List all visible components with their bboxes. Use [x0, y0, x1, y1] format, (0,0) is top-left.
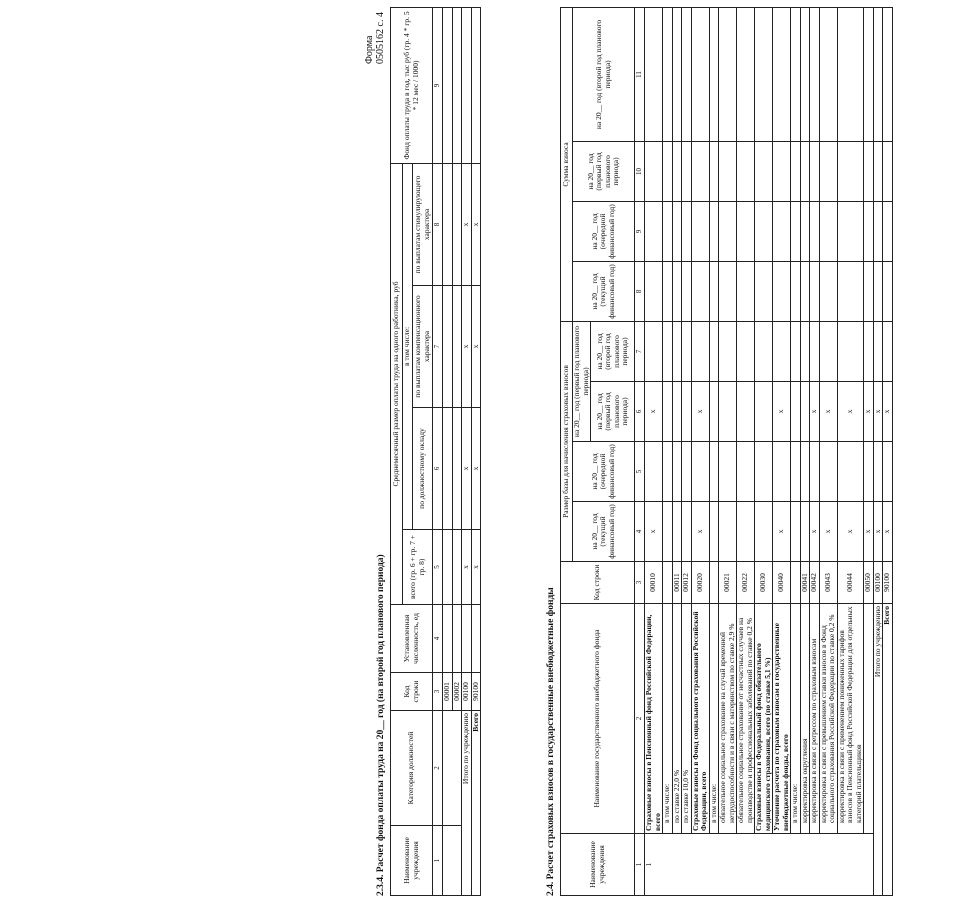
fund-row-code: 00030	[755, 562, 773, 604]
fund-cell	[791, 502, 801, 562]
t2-colnum: 6	[635, 382, 645, 442]
fund-cell	[864, 142, 874, 202]
table-row	[810, 7, 820, 895]
t2-header-limit-first: на 20__ год (первый год планового периода)	[591, 382, 635, 442]
table-row	[663, 7, 673, 895]
fund-row-code	[663, 562, 673, 604]
t2-colnum: 1	[635, 834, 645, 896]
insurance-contributions-table	[560, 7, 893, 896]
t1-colnum: 9	[433, 7, 443, 163]
fund-cell	[719, 142, 737, 202]
fund-row-label: по ставке 22,0 %	[672, 604, 682, 834]
fund-cell	[645, 262, 663, 322]
x-mark: x	[873, 502, 883, 562]
fund-row-label: в том числе:	[663, 604, 673, 834]
t1-colnum: 8	[433, 163, 443, 285]
fund-row-label: по ставке 10,0 %	[682, 604, 692, 834]
t1-subtotal-label: Итого по учреждению	[462, 711, 472, 896]
t1-header-comp: по выплатам компенсационного характера	[413, 286, 433, 408]
rotated-form-page	[360, 2, 968, 902]
fund-cell	[691, 202, 709, 262]
t1-cell	[471, 605, 481, 673]
t1-cell	[443, 530, 453, 605]
fund-row-label: Уточнение расчета по страховым взносам в государственные внебюджетные фонды, всего	[773, 604, 791, 834]
x-mark: x	[873, 382, 883, 442]
fund-cell	[883, 322, 893, 382]
fund-cell	[672, 382, 682, 442]
fund-cell	[819, 262, 837, 322]
fund-row-label: обязательное социальное страхование от несчастных случаев на производстве и профессиональных заболеваний по ставке 0,2 %	[737, 604, 755, 834]
t2-header-year-current: на 20__ год (текущий финансовый год)	[573, 502, 635, 562]
t1-cell	[443, 7, 453, 163]
table-row	[672, 7, 682, 895]
table-row	[691, 7, 709, 895]
fund-cell	[682, 382, 692, 442]
t2-header-line-code: Код строки	[561, 562, 635, 604]
fund-cell	[837, 142, 864, 202]
fund-cell	[873, 142, 883, 202]
fund-cell	[691, 442, 709, 502]
fund-cell	[672, 502, 682, 562]
fund-cell	[709, 142, 719, 202]
table-row	[873, 7, 883, 895]
fund-cell	[737, 322, 755, 382]
fund-cell	[837, 322, 864, 382]
fund-cell	[663, 202, 673, 262]
fund-row-label: Страховые взносы в Пенсионный фонд Российской Федерации, всего	[645, 604, 663, 834]
t2-colnum: 4	[635, 502, 645, 562]
fund-cell	[800, 322, 810, 382]
fund-row-code: 00050	[864, 562, 874, 604]
fund-cell	[672, 262, 682, 322]
t1-header-stim: по выплатам стимулирующего характера	[413, 163, 433, 285]
t1-colnum: 5	[433, 530, 443, 605]
fund-cell	[719, 7, 737, 141]
fund-cell	[755, 142, 773, 202]
fund-cell	[810, 7, 820, 141]
t1-colnum: 1	[433, 826, 443, 896]
fund-row-label	[864, 604, 874, 834]
fund-cell	[709, 322, 719, 382]
x-mark: x	[645, 382, 663, 442]
t1-colnum: 3	[433, 673, 443, 711]
fund-cell	[709, 502, 719, 562]
fund-row-label: корректировка в связи с применением пониженных тарифов взносов в Пенсионный фонд Российской Федерации для отдельных категорий плательщиков	[837, 604, 864, 834]
t1-header-fund: Фонд оплаты труда в год, тыс руб (гр. 4 * гр. 5 * 12 мес / 1000)	[391, 7, 433, 163]
fund-cell	[682, 442, 692, 502]
fund-cell	[873, 7, 883, 141]
t1-cell	[462, 605, 472, 673]
fund-row-code: 00042	[810, 562, 820, 604]
fund-cell	[864, 322, 874, 382]
t2-header-fund-name: Наименование государственного внебюджетного фонда	[561, 604, 635, 834]
fund-cell	[883, 7, 893, 141]
fund-cell	[837, 202, 864, 262]
table-row	[864, 7, 874, 895]
fund-row-code	[709, 562, 719, 604]
x-mark: x	[883, 502, 893, 562]
fund-row-label: в том числе:	[791, 604, 801, 834]
fund-row-code: 00021	[719, 562, 737, 604]
t1-cell	[443, 826, 462, 896]
t2-header-base: Размер базы для начисления страховых взносов	[561, 322, 573, 562]
fund-row-code	[791, 562, 801, 604]
fund-cell	[691, 262, 709, 322]
t1-x-mark: x	[462, 530, 472, 605]
fund-cell	[719, 202, 737, 262]
fund-cell	[773, 142, 791, 202]
x-mark: x	[773, 382, 791, 442]
fund-cell	[773, 262, 791, 322]
t2-header-limit: на 20__ год (первый год планового периода)	[573, 322, 591, 442]
t2-header-sum-current: на 20__ год (текущий финансовый год)	[573, 262, 635, 322]
t1-x-mark: x	[471, 286, 481, 408]
t1-total-label: Всего	[471, 711, 481, 896]
fund-cell	[883, 262, 893, 322]
t1-header-salary: по должностному окладу	[413, 408, 433, 530]
fund-cell	[663, 142, 673, 202]
fund-cell	[810, 442, 820, 502]
fund-cell	[791, 322, 801, 382]
fund-cell	[672, 7, 682, 141]
t2-colnum: 9	[635, 202, 645, 262]
fund-cell	[682, 322, 692, 382]
fund-cell	[645, 142, 663, 202]
t2-header-sum-first: на 20__ год (первый год планового периода)	[573, 142, 635, 202]
table-row	[682, 7, 692, 895]
t1-cell	[462, 7, 472, 163]
fund-cell	[755, 442, 773, 502]
t2-header-sum-second: на 20__ год (второй год планового периода)	[573, 7, 635, 141]
fund-cell	[691, 142, 709, 202]
fund-cell	[645, 442, 663, 502]
fund-row-code: 00022	[737, 562, 755, 604]
table-row	[883, 7, 893, 895]
t2-header-institution: Наименование учреждения	[561, 834, 635, 896]
fund-cell	[773, 442, 791, 502]
fund-row-label: корректировка в связи с превышением ставки взносов в Фонд социального страхования Российской Федерации по ставке 0,2 %	[819, 604, 837, 834]
x-mark: x	[773, 502, 791, 562]
t1-colnum: 7	[433, 286, 443, 408]
fund-cell	[663, 502, 673, 562]
fund-cell	[719, 442, 737, 502]
fund-cell	[663, 382, 673, 442]
fund-cell	[709, 262, 719, 322]
fund-cell	[864, 202, 874, 262]
t2-colnum: 2	[635, 604, 645, 834]
fund-cell	[864, 262, 874, 322]
x-mark: x	[810, 502, 820, 562]
form-code: Форма 0505162 с. 4	[364, 12, 386, 64]
fund-cell	[645, 322, 663, 382]
t1-colnum: 6	[433, 408, 443, 530]
fund-cell	[719, 382, 737, 442]
fund-cell	[663, 262, 673, 322]
fund-cell	[737, 142, 755, 202]
fund-cell	[737, 7, 755, 141]
fund-cell	[873, 442, 883, 502]
t1-line-code: 00002	[452, 673, 462, 711]
fund-cell	[800, 262, 810, 322]
fund-cell	[810, 262, 820, 322]
t1-cell	[452, 7, 462, 163]
fund-row-code: 00044	[837, 562, 864, 604]
fund-cell	[737, 382, 755, 442]
fund-cell	[773, 7, 791, 141]
t1-cell	[443, 605, 453, 673]
t1-line-code: 90100	[471, 673, 481, 711]
table-row	[791, 7, 801, 895]
fund-cell	[791, 382, 801, 442]
fund-cell	[672, 202, 682, 262]
fund-cell	[800, 142, 810, 202]
wage-fund-table	[390, 7, 481, 896]
fund-cell	[645, 202, 663, 262]
fund-cell	[719, 262, 737, 322]
fund-cell	[672, 322, 682, 382]
section-2-4-title: 2.4. Расчет страховых взносов в государственные внебюджетные фонды	[546, 587, 556, 896]
fund-cell	[791, 202, 801, 262]
fund-row-label: Итого по учреждению	[873, 604, 883, 896]
fund-cell	[883, 442, 893, 502]
fund-row-code: 00020	[691, 562, 709, 604]
t1-x-mark: x	[462, 286, 472, 408]
fund-cell	[883, 202, 893, 262]
fund-row-label: Страховые взносы в Фонд социального страхования Российской Федерации, всего	[691, 604, 709, 834]
fund-cell	[709, 382, 719, 442]
t1-line-code: 00001	[443, 673, 453, 711]
fund-cell	[800, 442, 810, 502]
fund-cell	[737, 442, 755, 502]
t1-cell	[452, 605, 462, 673]
x-mark: x	[645, 502, 663, 562]
fund-cell	[864, 442, 874, 502]
fund-cell	[691, 322, 709, 382]
fund-cell	[800, 7, 810, 141]
fund-cell	[810, 322, 820, 382]
fund-cell	[737, 202, 755, 262]
t2-colnum: 7	[635, 322, 645, 382]
fund-row-code: 00010	[645, 562, 663, 604]
x-mark: x	[864, 382, 874, 442]
fund-row-code: 90100	[883, 562, 893, 604]
fund-cell	[819, 142, 837, 202]
fund-cell	[691, 7, 709, 141]
x-mark: x	[691, 502, 709, 562]
fund-cell	[773, 202, 791, 262]
fund-cell	[755, 7, 773, 141]
fund-cell	[719, 322, 737, 382]
fund-cell	[773, 322, 791, 382]
fund-cell	[672, 442, 682, 502]
fund-cell	[883, 142, 893, 202]
t1-cell	[443, 711, 462, 826]
t2-colnum: 8	[635, 262, 645, 322]
fund-cell	[737, 262, 755, 322]
institution-number: 1	[645, 834, 874, 896]
t1-header-line-code: Код строки	[391, 673, 433, 711]
t1-line-code: 00100	[462, 673, 472, 711]
fund-cell	[873, 262, 883, 322]
fund-cell	[791, 7, 801, 141]
fund-cell	[800, 202, 810, 262]
fund-cell	[737, 502, 755, 562]
fund-cell	[663, 322, 673, 382]
x-mark: x	[864, 502, 874, 562]
t2-header-limit-second: на 20__ год (второй год планового периода)	[591, 322, 635, 382]
fund-cell	[819, 322, 837, 382]
fund-cell	[719, 502, 737, 562]
fund-cell	[645, 7, 663, 141]
t2-header-year-next: на 20__ год (очередной финансовый год)	[573, 442, 635, 502]
t1-header-institution: Наименование учреждения	[391, 826, 433, 896]
fund-cell	[682, 142, 692, 202]
t1-header-incl: в том числе:	[403, 163, 413, 529]
t1-cell	[443, 163, 453, 285]
fund-cell	[810, 202, 820, 262]
table-row	[837, 7, 864, 895]
t2-header-sum: Сумма взноса	[561, 7, 573, 321]
x-mark: x	[837, 382, 864, 442]
x-mark: x	[883, 382, 893, 442]
t2-colnum: 10	[635, 142, 645, 202]
fund-cell	[873, 322, 883, 382]
fund-cell	[837, 442, 864, 502]
t1-cell	[443, 286, 453, 408]
t1-x-mark: x	[471, 408, 481, 530]
fund-cell	[682, 202, 692, 262]
fund-cell	[663, 7, 673, 141]
fund-cell	[819, 7, 837, 141]
t2-colnum: 5	[635, 442, 645, 502]
t1-header-avg-pay: Среднемесячный размер оплаты труда на одного работника, руб	[391, 163, 403, 604]
t1-header-headcount: Установленная численность, ед	[391, 605, 433, 673]
fund-row-label: Всего	[883, 604, 893, 896]
fund-cell	[819, 442, 837, 502]
fund-row-label: Страховые взносы в Федеральный фонд обязательного медицинского страхования, всего (по ставке 5,1 %)	[755, 604, 773, 834]
t1-header-total: всего (гр. 6 + гр. 7 + гр. 8)	[403, 530, 433, 605]
fund-cell	[709, 7, 719, 141]
fund-cell	[682, 262, 692, 322]
table-row	[773, 7, 791, 895]
fund-row-code: 00011	[672, 562, 682, 604]
fund-cell	[755, 322, 773, 382]
t2-header-sum-next: на 20__ год (очередной финансовый год)	[573, 202, 635, 262]
t1-x-mark: x	[462, 163, 472, 285]
t1-cell	[443, 408, 453, 530]
fund-row-label: корректировка в связи с регрессом по страховым взносам	[810, 604, 820, 834]
fund-row-label: обязательное социальное страхование на случай временной нетрудоспособности и в связи с материнством по ставке 2,9 %	[719, 604, 737, 834]
table-row	[645, 7, 663, 895]
fund-cell	[791, 142, 801, 202]
t2-colnum: 3	[635, 562, 645, 604]
x-mark: x	[819, 382, 837, 442]
table-row	[737, 7, 755, 895]
table-row	[755, 7, 773, 895]
fund-row-code: 00012	[682, 562, 692, 604]
t1-x-mark: x	[462, 408, 472, 530]
fund-row-label: в том числе:	[709, 604, 719, 834]
fund-cell	[864, 7, 874, 141]
fund-cell	[791, 442, 801, 502]
table-row	[819, 7, 837, 895]
fund-cell	[709, 442, 719, 502]
fund-cell	[755, 262, 773, 322]
fund-row-code: 00100	[873, 562, 883, 604]
fund-cell	[810, 142, 820, 202]
fund-cell	[672, 142, 682, 202]
table-row	[719, 7, 737, 895]
fund-cell	[755, 382, 773, 442]
fund-row-code: 00043	[819, 562, 837, 604]
t2-colnum: 11	[635, 7, 645, 141]
fund-cell	[663, 442, 673, 502]
x-mark: x	[810, 382, 820, 442]
fund-cell	[873, 202, 883, 262]
fund-row-code: 00040	[773, 562, 791, 604]
fund-cell	[682, 7, 692, 141]
t1-cell	[471, 7, 481, 163]
t1-x-mark: x	[471, 530, 481, 605]
fund-cell	[709, 202, 719, 262]
fund-cell	[791, 262, 801, 322]
t1-colnum: 2	[433, 711, 443, 826]
section-2-3-4-title: 2.3.4. Расчет фонда оплаты труда на 20__ год (на второй год планового периода)	[376, 554, 386, 896]
t1-x-mark: x	[471, 163, 481, 285]
fund-cell	[837, 262, 864, 322]
fund-row-code: 00041	[800, 562, 810, 604]
fund-row-label: корректировка округления	[800, 604, 810, 834]
fund-cell	[755, 202, 773, 262]
x-mark: x	[837, 502, 864, 562]
x-mark: x	[819, 502, 837, 562]
fund-cell	[682, 502, 692, 562]
fund-cell	[837, 7, 864, 141]
fund-cell	[819, 202, 837, 262]
fund-cell	[755, 502, 773, 562]
t1-colnum: 4	[433, 605, 443, 673]
x-mark: x	[691, 382, 709, 442]
t1-header-position: Категория должностей	[391, 711, 433, 826]
